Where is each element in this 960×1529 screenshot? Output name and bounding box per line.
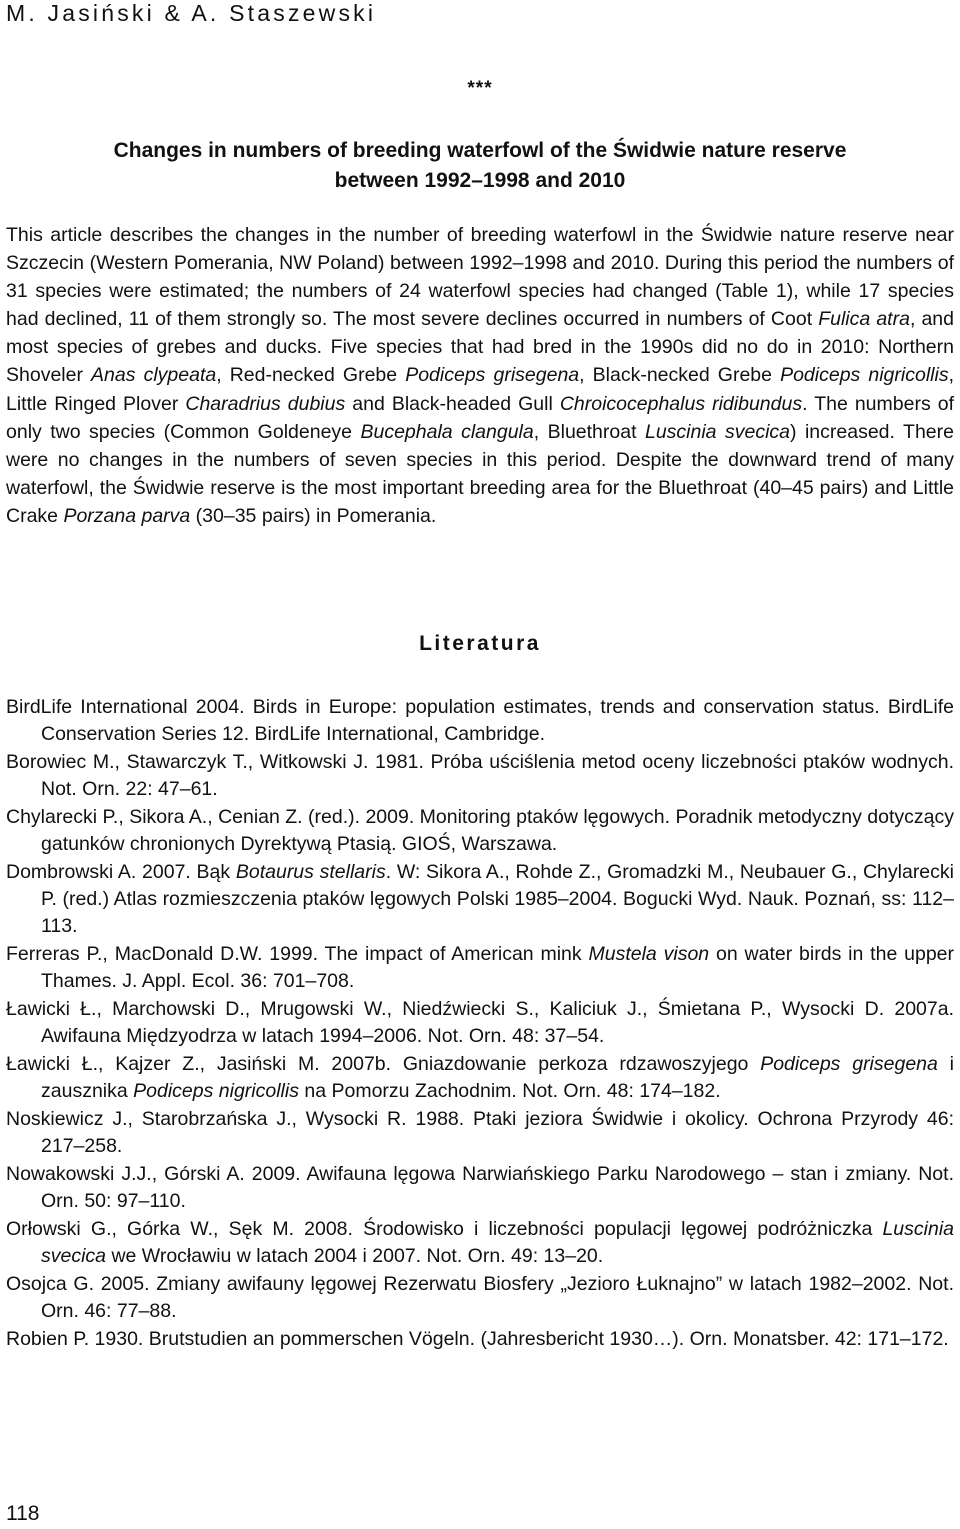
species-name: Podiceps nigricollis	[780, 364, 949, 387]
text-segment: and Black-headed Gull	[345, 392, 560, 415]
text-segment: Noskiewicz J., Starobrzańska J., Wysocki R. 1988. Ptaki jeziora Świdwie i okolicy. Ochrona Przyrody 46: 217–258.	[6, 1108, 954, 1158]
reference-entry	[6, 1051, 954, 1105]
species-name: Anas clypeata	[91, 364, 217, 387]
reference-entry	[6, 1161, 954, 1215]
text-segment: BirdLife International 2004. Birds in Europe: population estimates, trends and conservation status. BirdLife Conservation Series 12. BirdLife International, Cambridge.	[6, 696, 954, 746]
text-segment: Robien P. 1930. Brutstudien an pommerschen Vögeln. (Jahresbericht 1930…). Orn. Monatsber. 42: 171–172.	[6, 1328, 949, 1351]
reference-entry	[6, 1271, 954, 1325]
species-name: Chroicocephalus ridibundus	[559, 392, 803, 415]
reference-entry	[6, 1326, 954, 1353]
reference-entry	[6, 1106, 954, 1160]
text-segment: , Red-necked Grebe	[216, 364, 406, 387]
reference-entry	[6, 941, 954, 995]
reference-entry	[6, 996, 954, 1050]
reference-entry	[6, 859, 954, 941]
text-segment: Osojca G. 2005. Zmiany awifauny lęgowej Rezerwatu Biosfery „Jezioro Łuknajno” w latach 1982–2002. Not. Orn. 46: 77–88.	[6, 1273, 954, 1323]
text-segment: , and most species of grebes and ducks. Five species that had bred in the 1990s did no do in 2010: Northern Shoveler	[6, 308, 954, 387]
species-name: Bucephala clangula	[360, 420, 534, 443]
text-segment: Chylarecki P., Sikora A., Cenian Z. (red.). 2009. Monitoring ptaków lęgowych. Poradnik metodyczny dotyczący gatunków chronionych Dyrektywą Ptasią. GIOŚ, Warszawa.	[6, 806, 954, 856]
species-name: Botaurus stellaris	[235, 861, 386, 883]
text-segment: we Wrocławiu w latach 2004 i 2007. Not. Orn. 49: 13–20.	[106, 1245, 604, 1268]
species-name: Mustela vison	[588, 943, 710, 966]
text-segment: . W: Sikora A., Rohde Z., Gromadzki M., Neubauer G., Chylarecki P. (red.) Atlas rozmieszczenia ptaków lęgowych Polski 1985–2004. Bogucki Wyd. Nauk. Poznań, ss: 112–113.	[41, 861, 954, 938]
species-name: Podiceps grisegena	[405, 364, 580, 387]
text-segment: Ferreras P., MacDonald D.W. 1999. The impact of American mink	[6, 943, 589, 966]
reference-list	[6, 694, 954, 1354]
text-segment: , Black-necked Grebe	[579, 364, 781, 387]
text-segment: na Pomorzu Zachodnim. Not. Orn. 48: 174–182.	[298, 1080, 721, 1103]
text-segment: , Little Ringed Plover	[6, 364, 954, 415]
reference-entry	[6, 749, 954, 803]
text-segment: ) increased. There were no changes in the numbers of seven species in this period. Despite the downward trend of many waterfowl, the Świdwie reserve is the most important breeding area for the Bluethroat (40–45 pairs) and Little Crake	[6, 420, 954, 527]
reference-entry	[6, 804, 954, 858]
species-name: Podiceps nigricollis	[133, 1080, 299, 1103]
species-name: Charadrius dubius	[185, 392, 346, 415]
summary-abstract	[6, 221, 954, 530]
text-segment: Nowakowski J.J., Górski A. 2009. Awifauna lęgowa Narwiańskiego Parku Narodowego – stan i zmiany. Not. Orn. 50: 97–110.	[6, 1163, 954, 1213]
species-name: Podiceps grisegena	[760, 1053, 938, 1076]
text-segment: (30–35 pairs) in Pomerania.	[190, 504, 437, 527]
reference-entry	[6, 694, 954, 748]
literature-heading: Literatura	[419, 632, 541, 655]
text-segment: , Bluethroat	[533, 420, 645, 443]
text-segment: i zausznika	[41, 1053, 955, 1103]
text-segment: This article describes the changes in the number of breeding waterfowl in the Świdwie nature reserve near Szczecin (Western Pomerania, NW Poland) between 1992–1998 and 2010. During this period the numbers of 31 species were estimated; the numbers of 24 waterfowl species had changed (Table 1), while 17 species had declined, 11 of them strongly so. The most severe declines occurred in numbers of Coot	[6, 224, 954, 331]
text-segment: Dombrowski A. 2007. Bąk	[6, 861, 236, 883]
summary-title-line-1: Changes in numbers of breeding waterfowl of the Świdwie nature reserve	[113, 139, 847, 162]
section-separator: ***	[467, 78, 493, 99]
species-name: Fulica atra	[818, 308, 910, 331]
text-segment: Ławicki Ł., Kajzer Z., Jasiński M. 2007b. Gniazdowanie perkoza rdzawoszyjego	[6, 1053, 761, 1076]
text-segment: Ławicki Ł., Marchowski D., Mrugowski W., Niedźwiecki S., Kaliciuk J., Śmietana P., Wysocki D. 2007a. Awifauna Międzyodrza w latach 1994–2006. Not. Orn. 48: 37–54.	[6, 998, 954, 1048]
species-name: Luscinia svecica	[41, 1218, 954, 1268]
page-number: 118	[6, 1502, 40, 1525]
reference-entry	[6, 1216, 954, 1270]
species-name: Porzana parva	[63, 504, 191, 527]
summary-title	[0, 136, 960, 196]
running-head: M. Jasiński & A. Staszewski	[6, 0, 377, 26]
text-segment: . The numbers of only two species (Common Goldeneye	[6, 392, 954, 443]
text-segment: Borowiec M., Stawarczyk T., Witkowski J. 1981. Próba uściślenia metod oceny liczebności ptaków wodnych. Not. Orn. 22: 47–61.	[6, 751, 954, 801]
text-segment: Orłowski G., Górka W., Sęk M. 2008. Środowisko i liczebności populacji lęgowej podróżniczka	[6, 1218, 883, 1241]
text-segment: on water birds in the upper Thames. J. Appl. Ecol. 36: 701–708.	[41, 943, 955, 993]
summary-title-line-2: between 1992–1998 and 2010	[334, 169, 626, 192]
species-name: Luscinia svecica	[644, 420, 791, 443]
